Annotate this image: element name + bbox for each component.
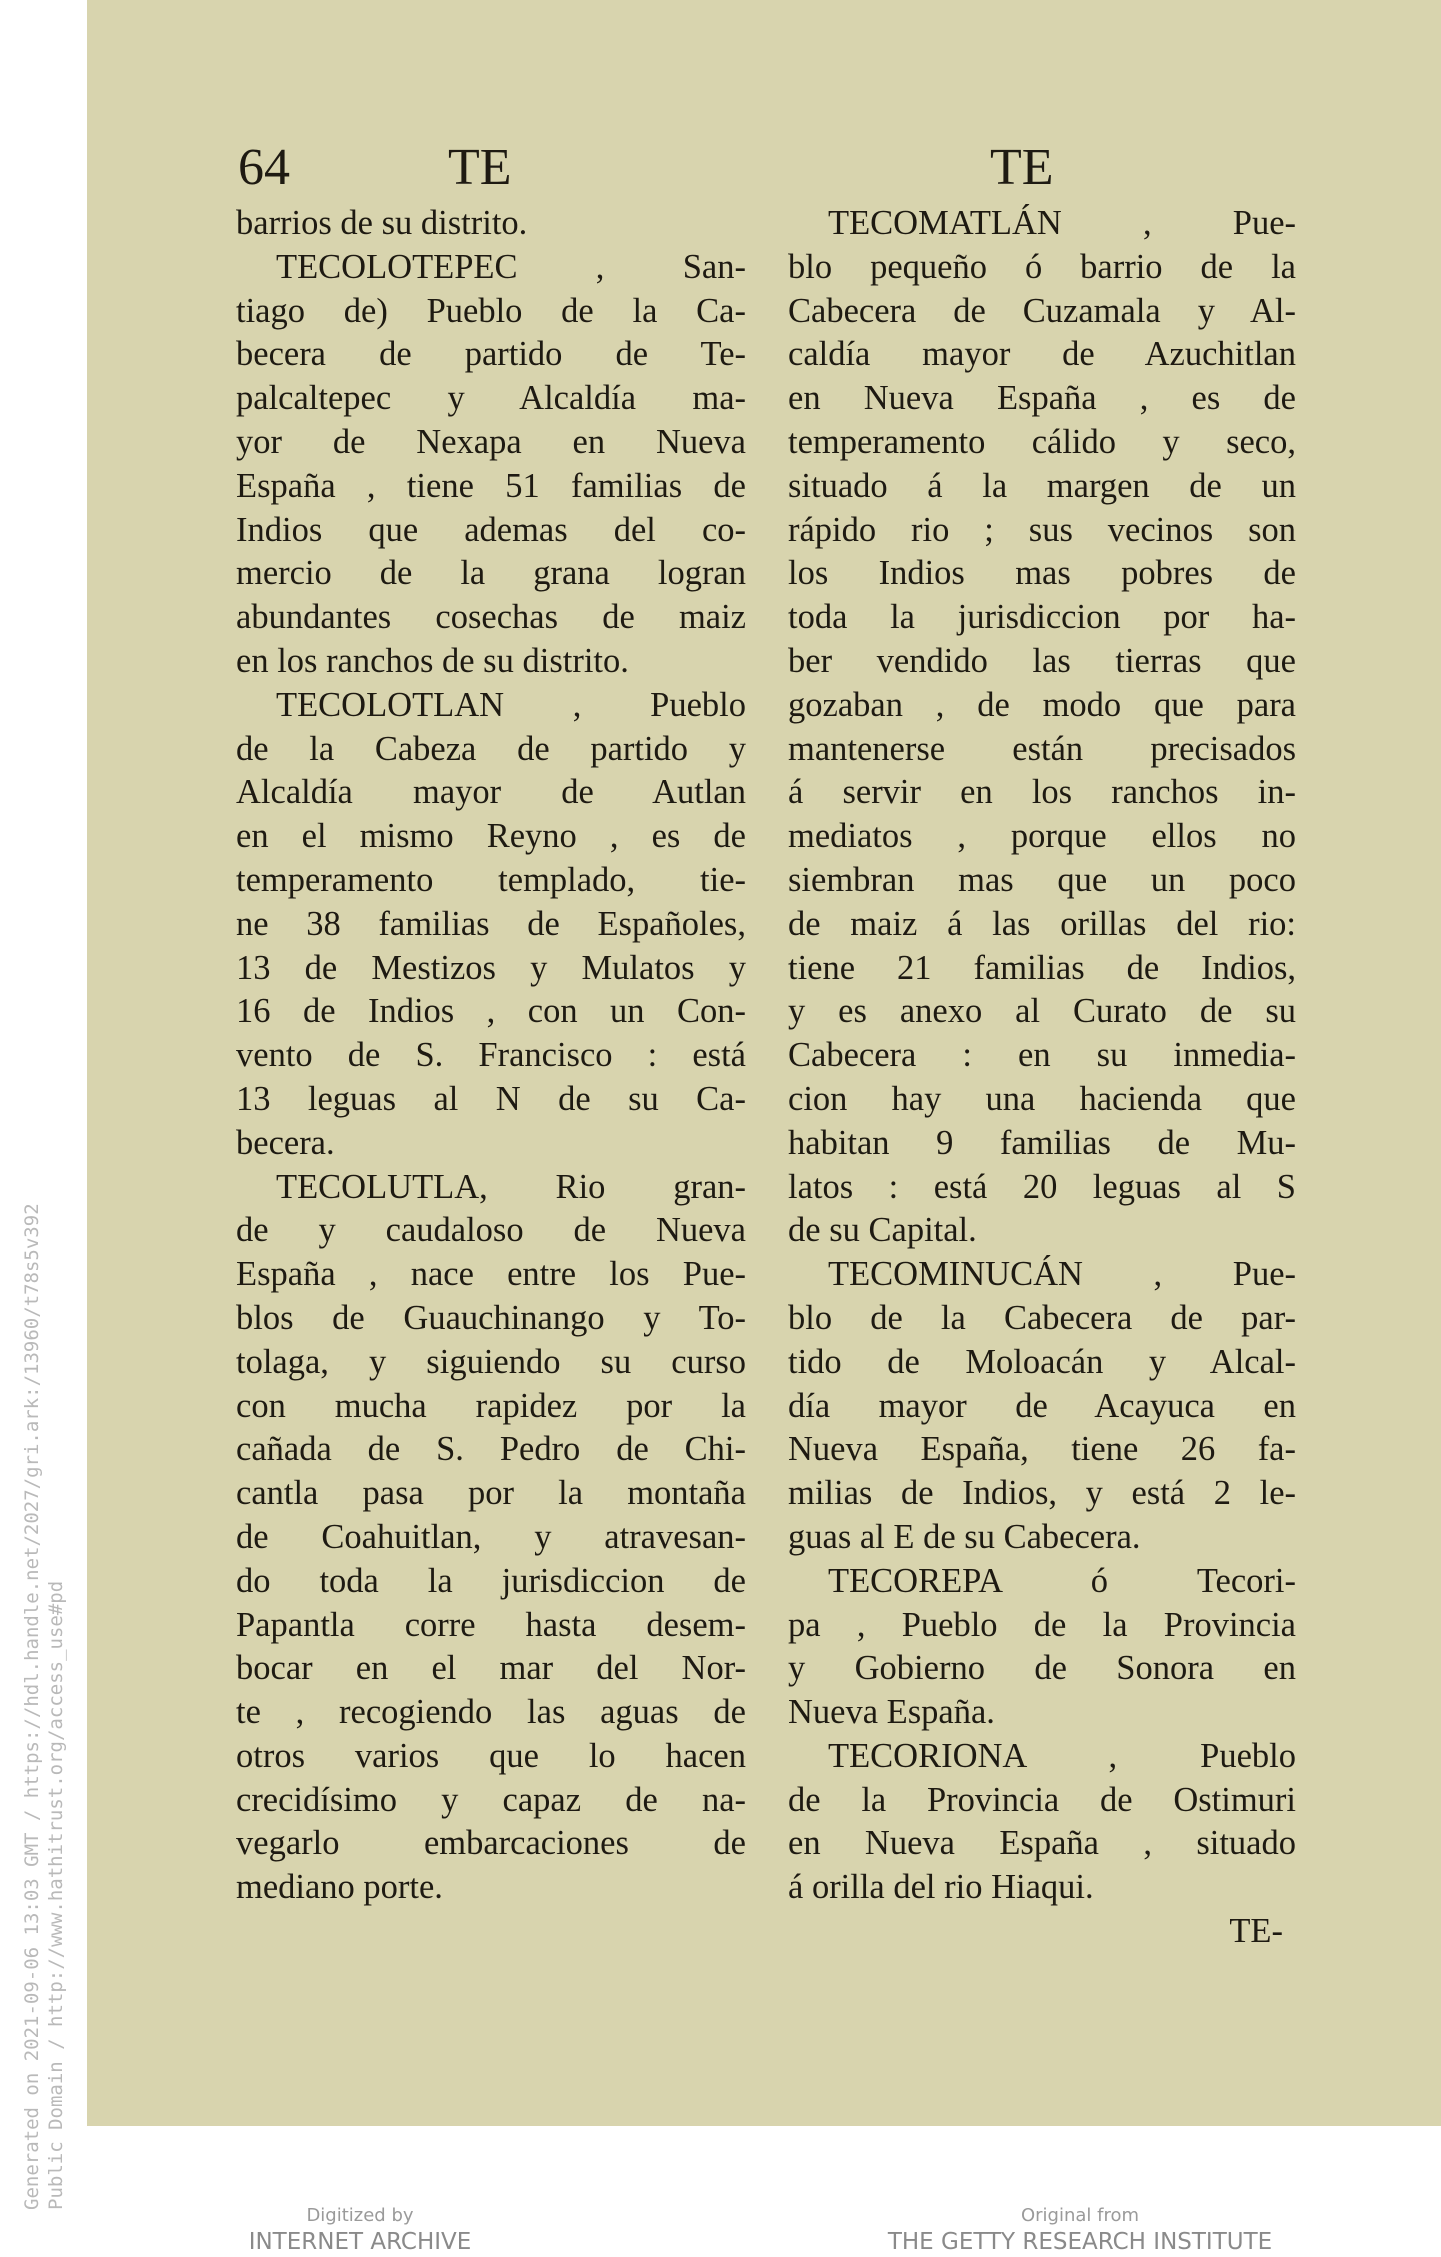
right-column-line: Nueva España, tiene 26 fa- xyxy=(788,1430,1296,1469)
left-column-line: en el mismo Reyno , es de xyxy=(236,817,746,856)
left-column-line: de Coahuitlan, y atravesan- xyxy=(236,1517,746,1556)
running-head-left: TE xyxy=(448,139,512,196)
footer-digitized xyxy=(230,2205,490,2257)
footer-original xyxy=(870,2205,1290,2257)
left-column-line: otros varios que lo hacen xyxy=(236,1736,746,1775)
right-column-line: ber vendido las tierras que xyxy=(788,641,1296,680)
left-column-line: becera. xyxy=(236,1123,335,1162)
left-column-line: vegarlo embarcaciones de xyxy=(236,1824,746,1863)
watermark-line-1: Generated on 2021-09-06 13:03 GMT / https://hdl.handle.net/2027/gri.ark:/13960/t78s5v392 xyxy=(21,1203,43,2210)
left-column-line: cañada de S. Pedro de Chi- xyxy=(236,1430,746,1469)
right-column-line: de su Capital. xyxy=(788,1211,977,1250)
right-column-line: TECOREPA ó Tecori- xyxy=(828,1561,1296,1600)
left-column-line: TECOLOTLAN , Pueblo xyxy=(276,685,746,724)
right-column-line: pa , Pueblo de la Provincia xyxy=(788,1605,1296,1644)
right-column-line: mediatos , porque ellos no xyxy=(788,817,1296,856)
right-column-line: siembran mas que un poco xyxy=(788,860,1296,899)
right-column-line: milias de Indios, y está 2 le- xyxy=(788,1474,1296,1513)
right-column-line: situado á la margen de un xyxy=(788,466,1296,505)
left-column-line: en los ranchos de su distrito. xyxy=(236,641,629,680)
left-column-line: tiago de) Pueblo de la Ca- xyxy=(236,291,746,330)
right-column-line: guas al E de su Cabecera. xyxy=(788,1517,1141,1556)
right-column-line: mantenerse están precisados xyxy=(788,729,1296,768)
page-number: 64 xyxy=(238,139,290,196)
left-column-line: mediano porte. xyxy=(236,1868,443,1907)
left-column-line: yor de Nexapa en Nueva xyxy=(236,422,746,461)
left-column-line: becera de partido de Te- xyxy=(236,335,746,374)
right-column-line: TECORIONA , Pueblo xyxy=(828,1736,1296,1775)
right-column-line: cion hay una hacienda que xyxy=(788,1079,1296,1118)
left-column-line: con mucha rapidez por la xyxy=(236,1386,746,1425)
footer-getty: THE GETTY RESEARCH INSTITUTE xyxy=(887,2229,1273,2255)
left-column-line: vento de S. Francisco : está xyxy=(236,1036,746,1075)
right-column-line: de la Provincia de Ostimuri xyxy=(788,1780,1296,1819)
right-column-line: en Nueva España , situado xyxy=(788,1824,1296,1863)
right-column-line: y es anexo al Curato de su xyxy=(788,992,1296,1031)
running-head-right: TE xyxy=(990,139,1054,196)
left-column-line: abundantes cosechas de maiz xyxy=(236,598,746,637)
left-column-line: España , nace entre los Pue- xyxy=(236,1255,746,1294)
right-column-line: tiene 21 familias de Indios, xyxy=(788,948,1296,987)
left-column-line: mercio de la grana logran xyxy=(236,554,746,593)
right-column-line: gozaban , de modo que para xyxy=(788,685,1296,724)
right-column-line: blo pequeño ó barrio de la xyxy=(788,247,1296,286)
footer-original-label: Original from xyxy=(1020,2205,1140,2226)
left-column-line: Alcaldía mayor de Autlan xyxy=(236,773,746,812)
left-column-line: de y caudaloso de Nueva xyxy=(236,1211,746,1250)
left-column-line: 13 leguas al N de su Ca- xyxy=(236,1079,746,1118)
right-column-line: TECOMATLÁN , Pue- xyxy=(828,204,1296,242)
left-column-line: bocar en el mar del Nor- xyxy=(236,1649,746,1688)
left-column-line: tolaga, y siguiendo su curso xyxy=(236,1342,746,1381)
right-column-line: día mayor de Acayuca en xyxy=(788,1386,1296,1425)
left-column-line: barrios de su distrito. xyxy=(236,204,528,242)
left-column-line: cantla pasa por la montaña xyxy=(236,1474,746,1513)
left-column-line: ne 38 familias de Españoles, xyxy=(236,904,746,943)
left-column-line: TECOLOTEPEC , San- xyxy=(276,247,746,286)
left-column-line: do toda la jurisdiccion de xyxy=(236,1561,746,1600)
right-column-line: los Indios mas pobres de xyxy=(788,554,1296,593)
right-column-line: y Gobierno de Sonora en xyxy=(788,1649,1296,1688)
footer-internet-archive: INTERNET ARCHIVE xyxy=(248,2229,472,2255)
left-column-line: TECOLUTLA, Rio gran- xyxy=(276,1167,746,1206)
left-text-column xyxy=(236,202,746,1910)
watermark-line-2: Public Domain / http://www.hathitrust.org/access_use#pd xyxy=(45,1580,67,2210)
right-column-line: TECOMINUCÁN , Pue- xyxy=(828,1255,1296,1294)
right-column-line: á orilla del rio Hiaqui. xyxy=(788,1868,1094,1907)
left-column-line: temperamento templado, tie- xyxy=(236,860,746,899)
right-column-line: á servir en los ranchos in- xyxy=(788,773,1296,812)
footer-digitized-label: Digitized by xyxy=(306,2205,414,2226)
left-column-line: 13 de Mestizos y Mulatos y xyxy=(236,948,746,987)
right-column-line: blo de la Cabecera de par- xyxy=(788,1298,1296,1337)
right-column-line: toda la jurisdiccion por ha- xyxy=(788,598,1296,637)
catchword: TE- xyxy=(1229,1912,1283,1950)
left-column-line: crecidísimo y capaz de na- xyxy=(236,1780,746,1819)
right-column-line: habitan 9 familias de Mu- xyxy=(788,1123,1296,1162)
left-column-line: palcaltepec y Alcaldía ma- xyxy=(236,379,746,418)
right-column-line: temperamento cálido y seco, xyxy=(788,422,1296,461)
left-column-line: 16 de Indios , con un Con- xyxy=(236,992,746,1031)
hathitrust-watermark xyxy=(20,1203,68,2210)
left-column-line: de la Cabeza de partido y xyxy=(236,729,746,768)
right-column-line: Cabecera : en su inmedia- xyxy=(788,1036,1296,1075)
right-column-line: rápido rio ; sus vecinos son xyxy=(788,510,1296,549)
left-column-line: Indios que ademas del co- xyxy=(236,510,746,549)
right-column-line: Cabecera de Cuzamala y Al- xyxy=(788,291,1296,330)
right-column-line: de maiz á las orillas del rio: xyxy=(788,904,1296,943)
left-column-line: te , recogiendo las aguas de xyxy=(236,1693,746,1732)
right-column-line: latos : está 20 leguas al S xyxy=(788,1167,1296,1206)
right-column-line: caldía mayor de Azuchitlan xyxy=(788,335,1296,374)
left-column-line: Papantla corre hasta desem- xyxy=(236,1605,746,1644)
right-column-line: en Nueva España , es de xyxy=(788,379,1296,418)
right-text-column xyxy=(788,202,1296,1910)
left-column-line: España , tiene 51 familias de xyxy=(236,466,746,505)
right-column-line: Nueva España. xyxy=(788,1693,995,1732)
right-column-line: tido de Moloacán y Alcal- xyxy=(788,1342,1296,1381)
left-column-line: blos de Guauchinango y To- xyxy=(236,1298,746,1337)
